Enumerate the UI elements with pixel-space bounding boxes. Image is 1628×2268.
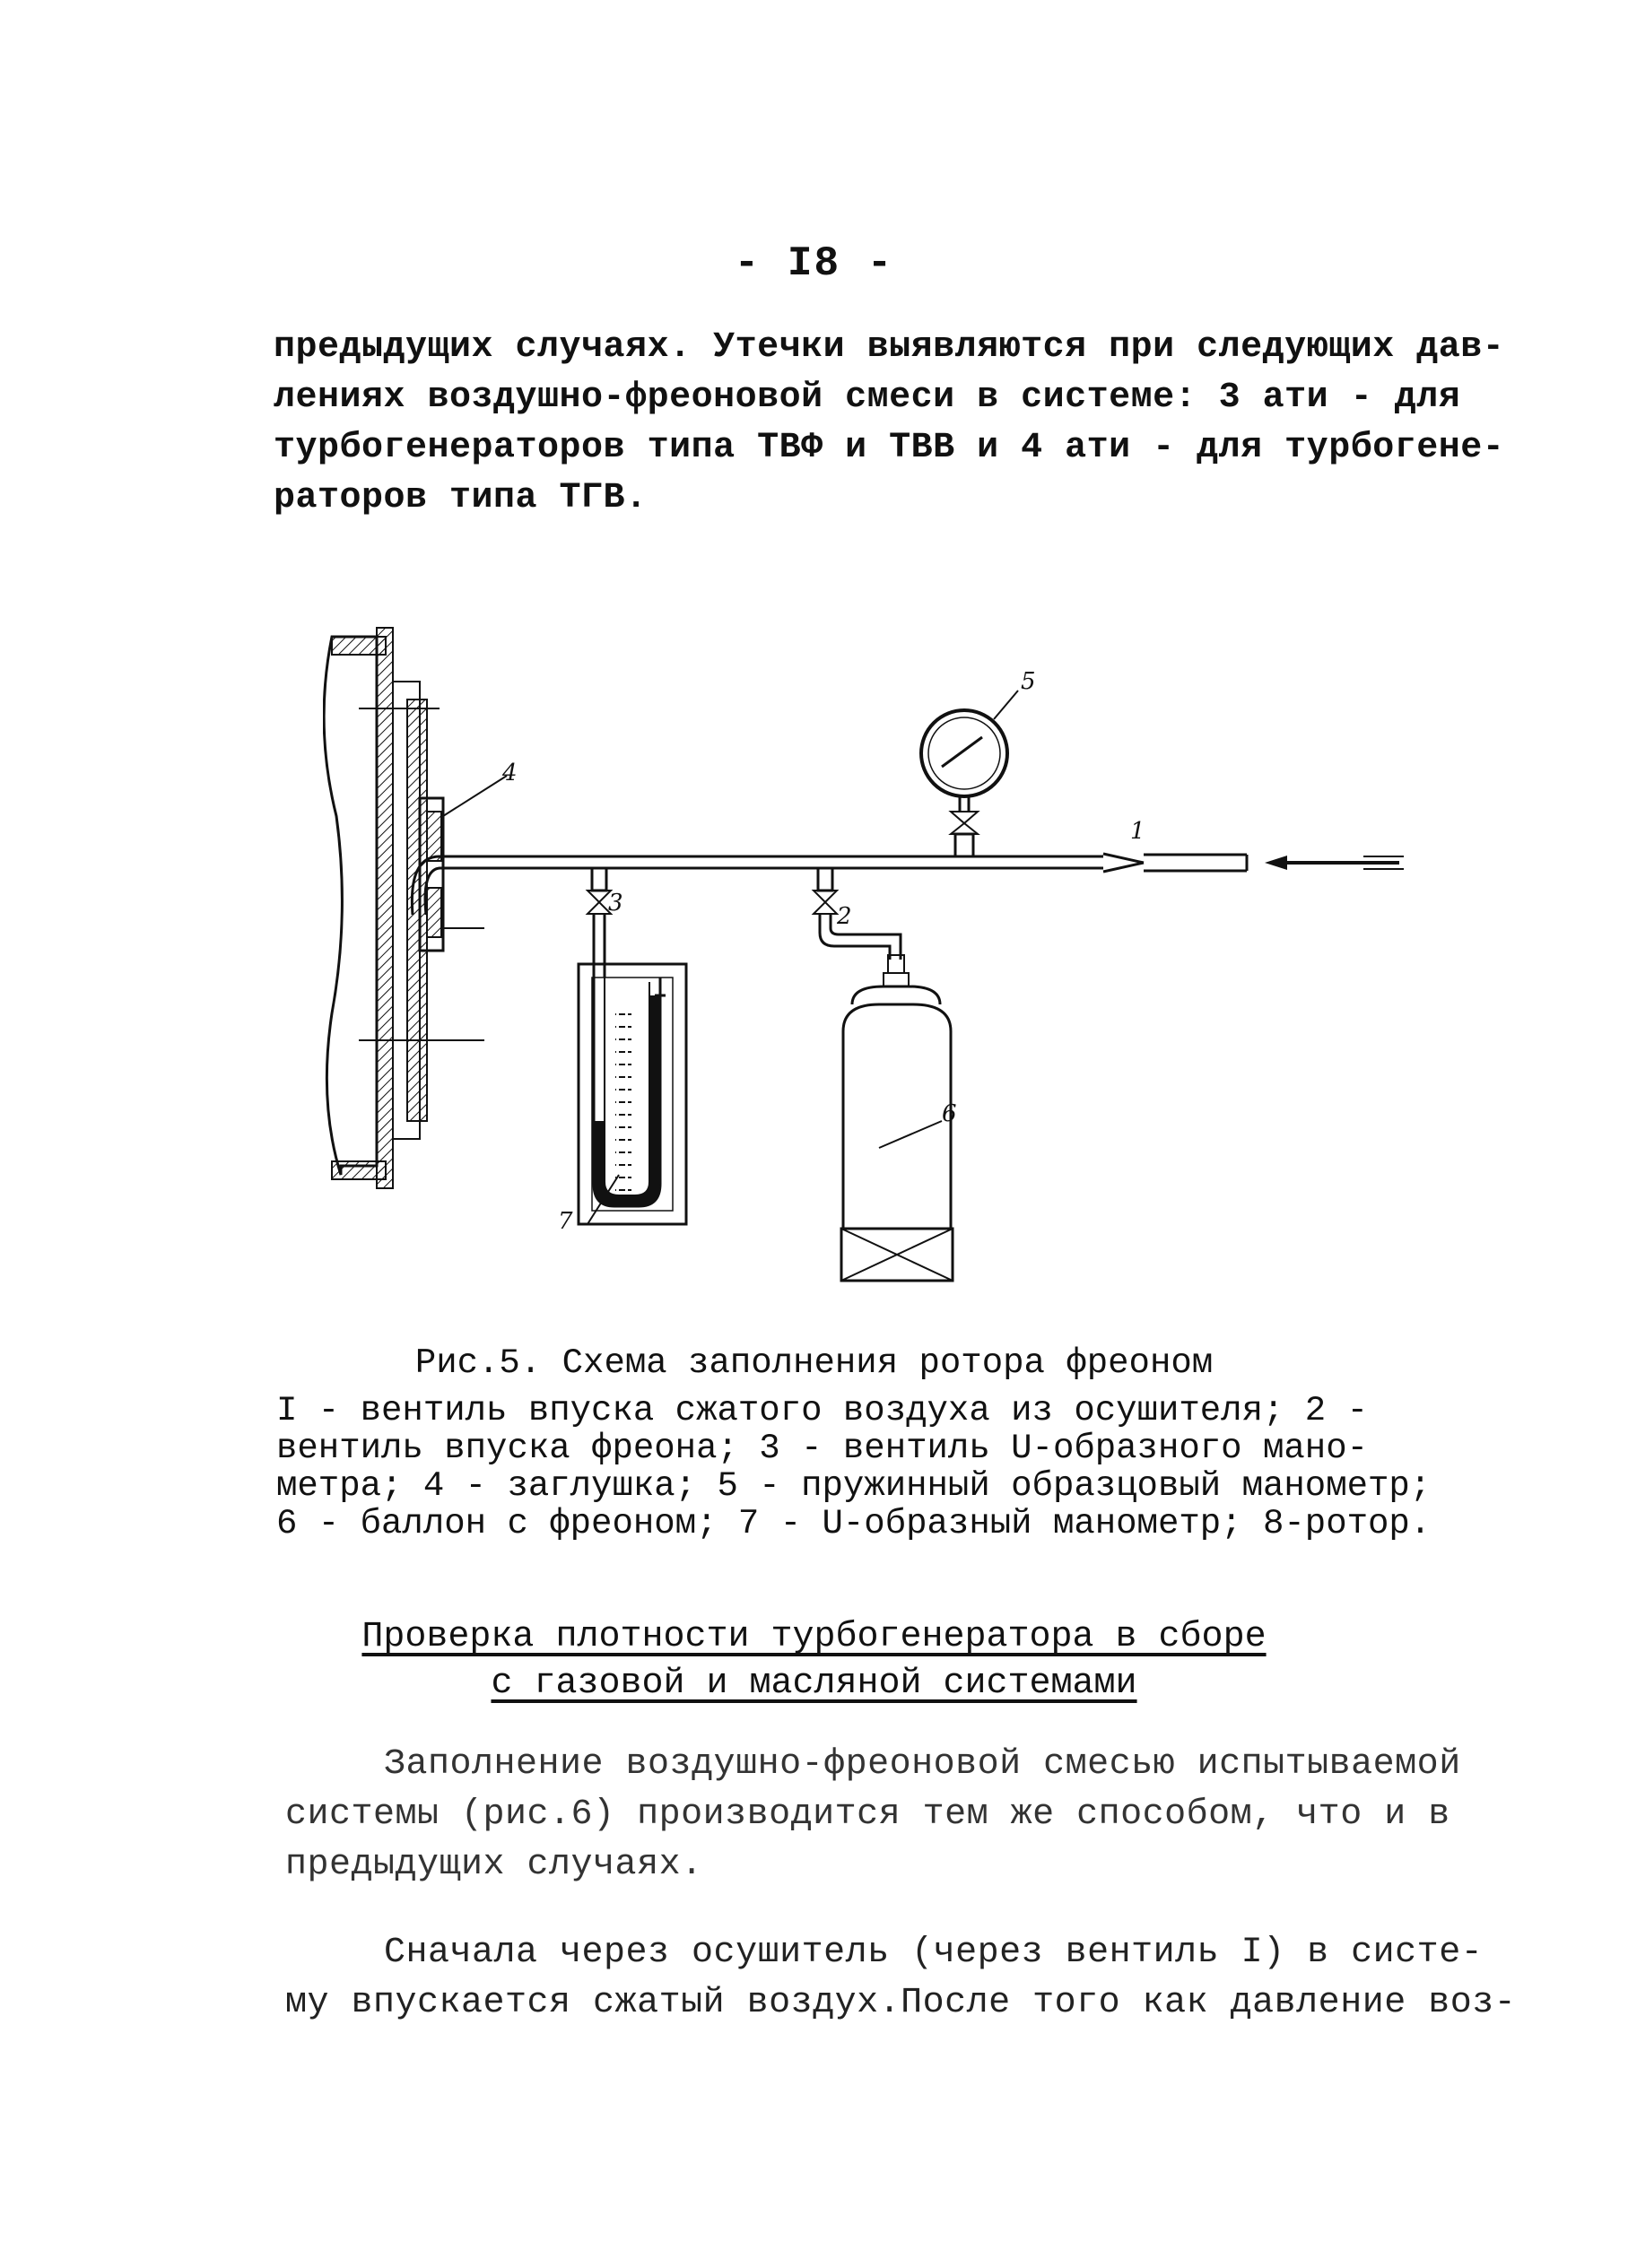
- callout-2: 2: [837, 903, 852, 930]
- pressure-gauge: [921, 691, 1018, 856]
- figure-caption-title: Рис.5. Схема заполнения ротора фреоном: [414, 1343, 1214, 1383]
- compressed-air-inlet-arrow: [1265, 856, 1404, 870]
- valve-2: [814, 868, 901, 960]
- figure-legend: [276, 1392, 1431, 1542]
- paragraph-3: [285, 1928, 1516, 2029]
- callout-7: 7: [558, 1208, 573, 1235]
- section-heading-line: с газовой и масляной системами: [491, 1664, 1137, 1704]
- plug: [420, 776, 507, 951]
- paragraph-line: Сначала через осушитель (через вентиль I) в систе-: [384, 1933, 1484, 1973]
- intro-paragraph: [274, 323, 1504, 524]
- section-heading: [0, 1614, 1628, 1708]
- paragraph-2: [285, 1740, 1461, 1890]
- callout-1: 1: [1130, 818, 1145, 845]
- freon-cylinder: [841, 955, 953, 1281]
- section-heading-line: Проверка плотности турбогенератора в сборе: [361, 1617, 1267, 1657]
- u-tube-manometer: [579, 964, 686, 1224]
- intro-line: раторов типа ТГВ.: [274, 478, 648, 518]
- legend-line: I - вентиль впуска сжатого воздуха из осушителя; 2 -: [276, 1391, 1368, 1430]
- callout-3: 3: [608, 890, 623, 917]
- callout-5: 5: [1021, 668, 1036, 695]
- paragraph-line: предыдущих случаях.: [285, 1845, 703, 1885]
- paragraph-line: системы (рис.6) производится тем же способом, что и в: [285, 1794, 1450, 1835]
- rotor-freon-filling-diagram: [323, 619, 1435, 1300]
- page-number: - I8 -: [734, 240, 894, 287]
- intro-line: лениях воздушно-фреоновой смеси в системе: 3 ати - для: [274, 378, 1461, 418]
- callout-6: 6: [942, 1100, 957, 1127]
- intro-line: предыдущих случаях. Утечки выявляются при следующих дав-: [274, 327, 1505, 368]
- paragraph-line: му впускается сжатый воздух.После того как давление воз-: [285, 1983, 1517, 2023]
- intro-line: турбогенераторов типа ТВФ и ТВВ и 4 ати - для турбогене-: [274, 428, 1505, 468]
- callout-4: 4: [502, 760, 518, 786]
- valve-3: [588, 868, 611, 978]
- rotor: [324, 628, 484, 1188]
- legend-line: 6 - баллон с фреоном; 7 - U-образный манометр; 8-ротор.: [276, 1504, 1432, 1543]
- legend-line: метра; 4 - заглушка; 5 - пружинный образцовый манометр;: [276, 1466, 1432, 1506]
- legend-line: вентиль впуска фреона; 3 - вентиль U-образного мано-: [276, 1429, 1368, 1468]
- paragraph-line: Заполнение воздушно-фреоновой смесью испытываемой: [384, 1744, 1461, 1785]
